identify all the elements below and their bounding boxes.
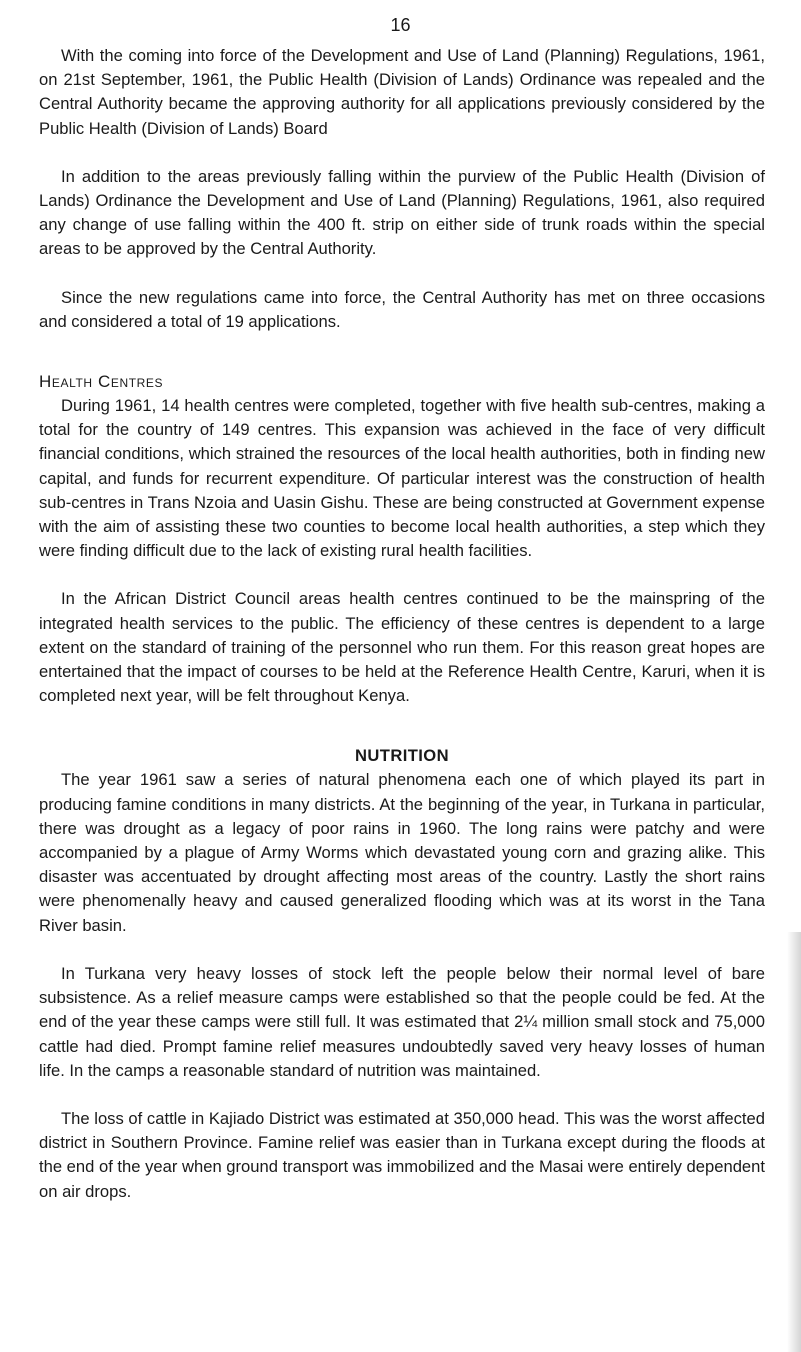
paragraph-natural-phenomena: The year 1961 saw a series of natural phenomena each one of which played its part in producing famine conditions in many districts. At the beginning of the year, in Turkana in particular, there was drought as a legacy of poor rains in 1960. The long rains were patchy and were accompanied by a plague of Army Worms which devastated young corn and grazing alike. This disaster was accentuated by drought affecting most areas of the country. Lastly the short rains were phenomenally heavy and caused generalized flooding which was at its worst in the Tana River basin. [39,770,765,935]
page-number: 16 [390,15,411,35]
paragraph-central-authority-meetings: Since the new regulations came into force, the Central Authority has met on three occasions and considered a total of 19 applications. [39,287,765,331]
paragraph-health-centres-1961: During 1961, 14 health centres were completed, together with five health sub-centres, making a total for the country of 149 centres. This expansion was achieved in the face of very difficult financial conditions, which strained the resources of the local health authorities, both in finding new capital, and funds for recurrent expenditure. Of particular interest was the construction of health sub-centres in Trans Nzoia and Uasin Gishu. These are being constructed at Government expense with the aim of assisting these two counties to become local health authorities, a step which they were finding difficult due to the lack of existing rural health facilities. [39,396,765,561]
paragraph-turkana-losses: In Turkana very heavy losses of stock left the people below their normal level of bare subsistence. As a relief measure camps were established so that the people could be fed. At the end of the year these camps were still full. It was estimated that 2¼ million small stock and 75,000 cattle had died. Prompt famine relief measures undoubtedly saved very heavy losses of human life. In the camps a reasonable standard of nutrition was maintained. [39,963,765,1080]
section-heading-nutrition: NUTRITION [355,746,449,766]
page-edge-shadow [787,932,801,1352]
page-content [39,44,765,1204]
section-heading-health-centres: Health Centres [39,372,164,392]
paragraph-kajiado-losses: The loss of cattle in Kajiado District was estimated at 350,000 head. This was the worst affected district in Southern Province. Famine relief was easier than in Turkana except during the floods at the end of the year when ground transport was immobilized and the Masai were entirely dependent on air drops. [39,1108,765,1201]
paragraph-african-district-council: In the African District Council areas health centres continued to be the mainspring of the integrated health services to the public. The efficiency of these centres is dependent to a large extent on the standard of training of the personnel who run them. For this reason great hopes are entertained that the impact of courses to be held at the Reference Health Centre, Karuri, when it is completed next year, will be felt throughout Kenya. [39,589,765,706]
paragraph-purview: In addition to the areas previously falling within the purview of the Public Health (Division of Lands) Ordinance the Development and Use of Land (Planning) Regulations, 1961, also required any change of use falling within the 400 ft. strip on either side of trunk roads within the special areas to be approved by the Central Authority. [39,166,765,259]
paragraph-planning-regulations: With the coming into force of the Development and Use of Land (Planning) Regulations, 1961, on 21st September, 1961, the Public Health (Division of Lands) Ordinance was repealed and the Central Authority became the approving authority for all applications previously considered by the Public Health (Division of Lands) Board [39,46,765,138]
